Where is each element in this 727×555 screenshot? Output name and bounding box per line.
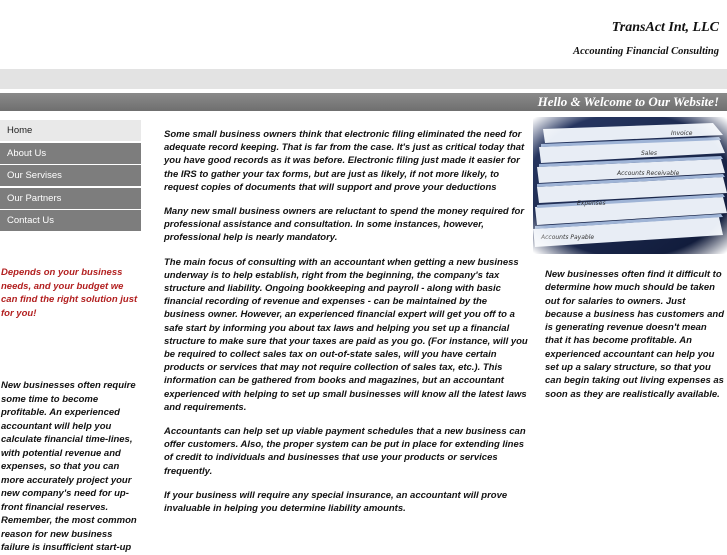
right-text: New businesses often find it difficult to determine how much should be taken out for salaries to owners. Just because a business has customers and is generating revenue doesn't mean that it has become profitable. An experienced accountant can help you set up a salary structure, so that you can begin taking out living expenses as soon as they are realistically available.	[545, 269, 724, 400]
promo-text: Depends on your business needs, and your budget we can find the right solution just for you!	[1, 267, 138, 319]
header-band	[0, 69, 727, 89]
nav-item-home[interactable]: Home	[0, 120, 141, 141]
main-content	[164, 128, 530, 526]
file-folders-image	[533, 117, 727, 254]
main-paragraph: Many new small business owners are reluctant to spend the money required for professional assistance and consultation. In some instances, however, professional help is nearly mandatory.	[164, 206, 525, 244]
nav-item-our-partners[interactable]: Our Partners	[0, 188, 141, 209]
sidebar-text: New businesses often require some time to become profitable. An experienced accountant will help you calculate financial time-lines, with potential revenue and expenses, so that you can more accurately project your new company's need for up-front financial reserves. Remember, the most common reason for new business failure is insufficient start-up	[1, 380, 137, 553]
nav-item-our-services[interactable]: Our Servises	[0, 165, 141, 186]
main-paragraph: Some small business owners think that electronic filing eliminated the need for adequate record keeping. That is far from the case. It's just as critical today that you have good records as it was before. Electronic filing just made it easier for the IRS to gather your tax forms, but are just as likely, if not more likely, to request copies of documents that will support and prove your deductions	[164, 129, 525, 193]
main-paragraph: Accountants can help set up viable payment schedules that a new business can offer customers. Also, the proper system can be put in place for extending lines of credit to individuals and businesses that use your products or services frequently.	[164, 426, 526, 477]
sidebar-nav	[0, 120, 141, 233]
brand	[573, 20, 719, 57]
company-tagline: Accounting Financial Consulting	[573, 46, 719, 57]
welcome-bar	[0, 93, 727, 111]
company-name: TransAct Int, LLC	[611, 20, 719, 35]
main-paragraph: The main focus of consulting with an accountant when getting a new business underway is to help establish, right from the beginning, the company's tax structure and liability. Ongoing bookkeeping and payroll - along with basic financial recording of revenue and expenses - can be maintained by the business owner. However, an experienced financial expert will get you off to a safe start by informing you about tax laws and helping you set up a financial structure to make sure that your taxes are paid as you go. (For instance, will you be required to collect sales tax on out-of-state sales, will you have certain products or services that may not require collection of sales tax, etc.). This information can be gathered from books and magazines, but an accountant experienced with helping to set up small businesses will know all the latest laws and requirements.	[164, 256, 528, 413]
main-paragraph: If your business will require any special insurance, an accountant will prove invaluable in helping you determine liability amounts.	[164, 489, 508, 515]
welcome-text: Hello & Welcome to Our Website!	[537, 94, 719, 109]
nav-item-contact-us[interactable]: Contact Us	[0, 210, 141, 231]
nav-item-about-us[interactable]: About Us	[0, 143, 141, 164]
